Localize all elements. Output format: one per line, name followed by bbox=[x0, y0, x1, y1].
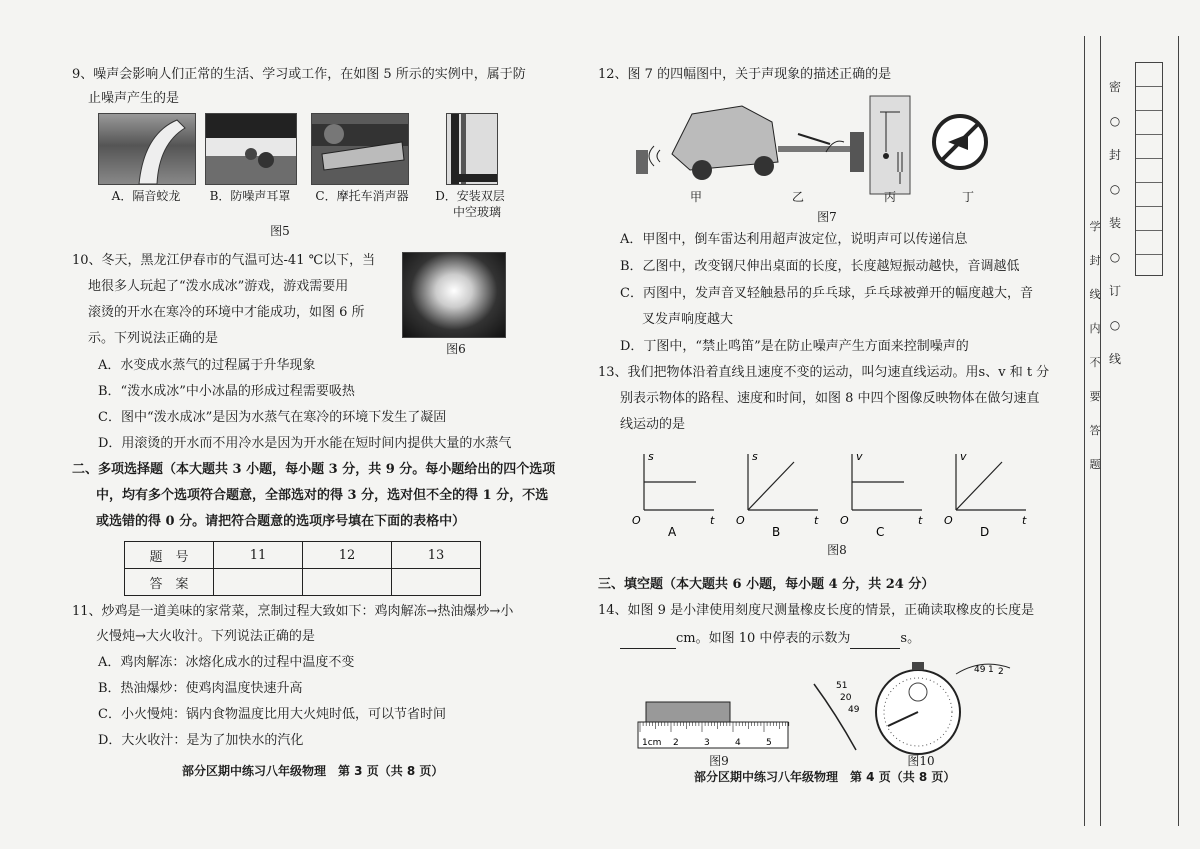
q13-line3: 线运动的是 bbox=[620, 417, 686, 432]
graph-B-x-label: t bbox=[814, 514, 819, 527]
q9-option-a: A．隔音蛟龙 bbox=[111, 189, 181, 203]
q10-option-c: C．图中“泼水成冰”是因为水蒸气在寒冷的环境下发生了凝固 bbox=[98, 410, 447, 425]
splash-ice-photo bbox=[402, 252, 506, 338]
binding-text-col1: 学 封 线 内 不 要 答 题 bbox=[1089, 220, 1101, 471]
graph-D-line bbox=[956, 462, 1002, 510]
q10-line1: 10、冬天，黑龙江伊春市的气温可达-41 ℃以下，当 bbox=[72, 253, 376, 268]
ruler-label: 2 bbox=[673, 738, 679, 748]
graph-C-letter: C bbox=[876, 525, 885, 538]
binding-text-col2: 密 ○ 封 ○ 装 ○ 订 ○ 线 bbox=[1108, 80, 1121, 366]
q12-stem: 12、图 7 的四幅图中，关于声现象的描述正确的是 bbox=[598, 67, 892, 82]
graph-D-letter: D bbox=[980, 525, 990, 538]
q10-line3: 滚烫的开水在寒冷的环境中才能成功，如图 6 所 bbox=[88, 305, 365, 320]
answer-cell-12[interactable] bbox=[303, 569, 392, 596]
ruler-label: 4 bbox=[735, 738, 741, 748]
graph-D-y-label: v bbox=[960, 450, 967, 463]
q9-option-b: B．防噪声耳罩 bbox=[209, 189, 291, 203]
binding-line-3 bbox=[1178, 36, 1179, 826]
q12-option-c-line2: 叉发声响度越大 bbox=[642, 312, 734, 327]
figure7-caption: 图7 bbox=[817, 210, 837, 224]
q12-option-a: A．甲图中，倒车雷达利用超声波定位，说明声可以传递信息 bbox=[620, 232, 968, 247]
ruler-on-table-illustration bbox=[778, 132, 864, 172]
figure8-graphs bbox=[630, 448, 1050, 538]
graph-D-x-label: t bbox=[1022, 514, 1027, 527]
q9-stem-line1: 9、噪声会影响人们正常的生活、学习或工作，在如图 5 所示的实例中，属于防 bbox=[72, 67, 526, 82]
ruler-label: 3 bbox=[704, 738, 710, 748]
table-answer-label: 答 案 bbox=[125, 569, 214, 596]
car-radar-illustration bbox=[636, 106, 778, 180]
table-header-label: 题 号 bbox=[125, 542, 214, 569]
graph-C-x-label: t bbox=[918, 514, 923, 527]
table-number-11: 11 bbox=[214, 542, 303, 569]
q14-line2 bbox=[620, 630, 920, 649]
graph-C-y-label: v bbox=[856, 450, 863, 463]
score-box bbox=[1135, 62, 1163, 276]
graph-C-origin: O bbox=[840, 514, 849, 527]
q10-line4: 示。下列说法正确的是 bbox=[88, 331, 219, 346]
stopwatch-answer-blank[interactable] bbox=[850, 630, 900, 649]
q11-option-a: A．鸡肉解冻：冰熔化成水的过程中温度不变 bbox=[98, 655, 355, 670]
q11-line1: 11、炒鸡是一道美味的家常菜，烹制过程大致如下：鸡肉解冻→热油爆炒→小 bbox=[72, 604, 514, 619]
figure6-caption: 图6 bbox=[446, 342, 466, 356]
q9-stem-line2: 止噪声产生的是 bbox=[88, 91, 180, 106]
muffler-photo bbox=[311, 113, 409, 185]
tuning-fork-illustration bbox=[870, 96, 910, 194]
graph-A-y-label: s bbox=[648, 450, 654, 463]
q12-option-b: B．乙图中，改变钢尺伸出桌面的长度，长度越短振动越快，音调越低 bbox=[620, 259, 1020, 274]
double-glass-photo bbox=[446, 113, 498, 185]
stopwatch-figure bbox=[806, 654, 1026, 758]
stopwatch-num-20: 20 bbox=[840, 693, 852, 703]
graph-A-letter: A bbox=[668, 525, 677, 538]
figure9-caption: 图9 bbox=[709, 754, 729, 768]
section2-line1: 二、多项选择题（本大题共 3 小题，每小题 3 分，共 9 分。每小题给出的四个选项 bbox=[72, 462, 556, 477]
q12-option-d: D．丁图中，“禁止鸣笛”是在防止噪声产生方面来控制噪声的 bbox=[620, 339, 969, 354]
right-page bbox=[590, 0, 1080, 849]
q14-line1: 14、如图 9 是小津使用刻度尺测量橡皮长度的情景，正确读取橡皮的长度是 bbox=[598, 603, 1035, 618]
stopwatch-num-2: 2 bbox=[998, 667, 1004, 677]
q11-option-d: D．大火收汁：是为了加快水的汽化 bbox=[98, 733, 304, 748]
figure8-caption: 图8 bbox=[827, 543, 847, 557]
stopwatch-num-1: 1 bbox=[988, 665, 994, 675]
right-footer: 部分区期中练习八年级物理 第 4 页（共 8 页） bbox=[694, 770, 956, 784]
q10-line2: 地很多人玩起了“泼水成冰”游戏，游戏需要用 bbox=[88, 279, 349, 294]
stopwatch-num-49a: 49 bbox=[848, 705, 860, 715]
graph-A-origin: O bbox=[632, 514, 641, 527]
answer-cell-11[interactable] bbox=[214, 569, 303, 596]
section2-line2: 中，均有多个选项符合题意，全部选对的得 3 分，选对但不全的得 1 分，不选 bbox=[96, 488, 549, 503]
ruler-figure bbox=[634, 700, 794, 752]
figure5-caption: 图5 bbox=[270, 224, 290, 238]
no-horn-sign bbox=[934, 116, 986, 168]
q12-option-c-line1: C．丙图中，发声音叉轻触悬吊的乒乓球，乒乓球被弹开的幅度越大，音 bbox=[620, 286, 1033, 301]
length-answer-blank[interactable] bbox=[620, 630, 676, 649]
answer-table bbox=[124, 541, 481, 596]
graph-B-y-label: s bbox=[752, 450, 758, 463]
ruler-label: 5 bbox=[766, 738, 772, 748]
q10-option-b: B．“泼水成冰”中小冰晶的形成过程需要吸热 bbox=[98, 384, 355, 399]
sound-barrier-photo bbox=[98, 113, 196, 185]
q11-line2: 火慢炖→大火收汁。下列说法正确的是 bbox=[96, 629, 315, 644]
q11-option-c: C．小火慢炖：锅内食物温度比用大火炖时低，可以节省时间 bbox=[98, 707, 446, 722]
graph-A-x-label: t bbox=[710, 514, 715, 527]
binding-line-1 bbox=[1084, 36, 1085, 826]
graph-B-letter: B bbox=[772, 525, 781, 538]
stopwatch-num-51: 51 bbox=[836, 681, 848, 691]
q9-option-d: D．安装双层 bbox=[435, 189, 505, 203]
stopwatch-num-49b: 49 bbox=[974, 665, 986, 675]
q9-option-d-line2: 中空玻璃 bbox=[452, 205, 501, 219]
q10-option-a: A．水变成水蒸气的过程属于升华现象 bbox=[98, 358, 316, 373]
graph-B-line bbox=[748, 462, 794, 510]
graph-B-origin: O bbox=[736, 514, 745, 527]
label-jia: 甲 bbox=[689, 190, 702, 204]
ruler-label: 1cm bbox=[642, 738, 662, 748]
left-page bbox=[0, 0, 580, 849]
left-footer: 部分区期中练习八年级物理 第 3 页（共 8 页） bbox=[182, 764, 444, 778]
label-bing: 丙 bbox=[883, 190, 896, 204]
label-yi: 乙 bbox=[791, 190, 804, 204]
q11-option-b: B．热油爆炒：使鸡肉温度快速升高 bbox=[98, 681, 303, 696]
figure10-caption: 图10 bbox=[907, 754, 935, 768]
earmuff-photo bbox=[205, 113, 297, 185]
label-ding: 丁 bbox=[961, 190, 974, 204]
answer-cell-13[interactable] bbox=[392, 569, 481, 596]
q10-option-d: D．用滚烫的开水而不用冷水是因为开水能在短时间内提供大量的水蒸气 bbox=[98, 436, 512, 451]
section2-line3: 或选错的得 0 分。请把符合题意的选项序号填在下面的表格中） bbox=[96, 514, 466, 529]
q9-option-c: C．摩托车消声器 bbox=[315, 189, 409, 203]
eraser bbox=[646, 702, 730, 722]
graph-D-origin: O bbox=[944, 514, 953, 527]
q14-unit1: cm。如图 10 中停表的示数为 bbox=[676, 631, 851, 646]
section3-title: 三、填空题（本大题共 6 小题，每小题 4 分，共 24 分） bbox=[598, 577, 935, 592]
q13-line2: 别表示物体的路程、速度和时间，如图 8 中四个图像反映物体在做匀速直 bbox=[620, 391, 1040, 406]
q14-unit2: s。 bbox=[900, 631, 921, 646]
table-number-12: 12 bbox=[303, 542, 392, 569]
table-number-13: 13 bbox=[392, 542, 481, 569]
q13-line1: 13、我们把物体沿着直线且速度不变的运动，叫匀速直线运动。用s、v 和 t 分 bbox=[598, 365, 1050, 380]
